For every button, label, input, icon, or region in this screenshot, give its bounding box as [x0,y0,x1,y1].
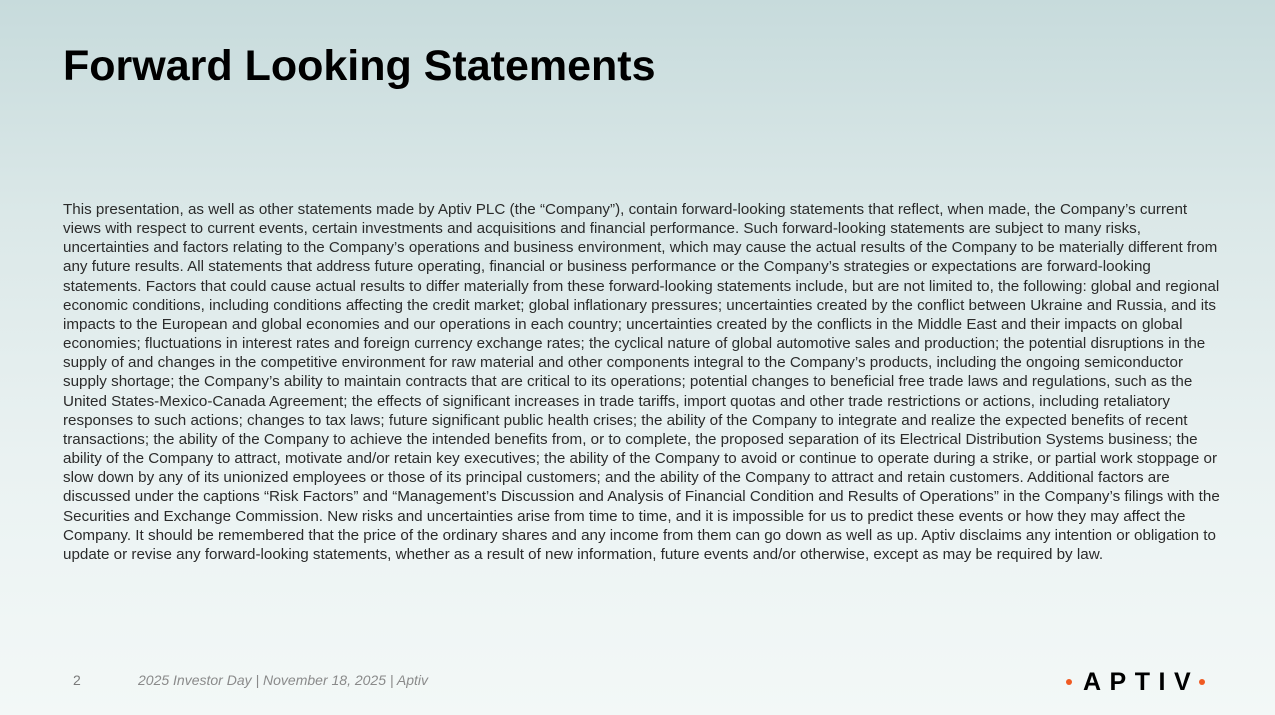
slide-title: Forward Looking Statements [63,42,656,90]
footer-event-text: 2025 Investor Day | November 18, 2025 | Aptiv [138,672,429,688]
logo-dot-right-icon [1199,679,1205,685]
aptiv-logo [1066,670,1205,694]
slide-footer [0,670,1275,694]
disclaimer-paragraph: This presentation, as well as other statements made by Aptiv PLC (the “Company”), contain forward-looking statements that reflect, when made, the Company’s current views with respect to current events, certain investments and acquisitions and financial performance. Such forward-looking statements are subject to many risks, uncertainties and factors relating to the Company’s operations and business environment, which may cause the actual results of the Company to be materially different from any future results. All statements that address future operating, financial or business performance or the Company’s strategies or expectations are forward-looking statements. Factors that could cause actual results to differ materially from these forward-looking statements include, but are not limited to, the following: global and regional economic conditions, including conditions affecting the credit market; global inflationary pressures; uncertainties created by the conflict between Ukraine and Russia, and its impacts to the European and global economies and our operations in each country; uncertainties created by the conflicts in the Middle East and their impacts on global economies; fluctuations in interest rates and foreign currency exchange rates; the cyclical nature of global automotive sales and production; the potential disruptions in the supply of and changes in the competitive environment for raw material and other components integral to the Company’s products, including the ongoing semiconductor supply shortage; the Company’s ability to maintain contracts that are critical to its operations; potential changes to beneficial free trade laws and regulations, such as the United States-Mexico-Canada Agreement; the effects of significant increases in trade tariffs, import quotas and other trade restrictions or actions, including retaliatory responses to such actions; changes to tax laws; future significant public health crises; the ability of the Company to integrate and realize the expected benefits of recent transactions; the ability of the Company to achieve the intended benefits from, or to complete, the proposed separation of its Electrical Distribution Systems business; the ability of the Company to attract, motivate and/or retain key executives; the ability of the Company to avoid or continue to operate during a strike, or partial work stoppage or slow down by any of its unionized employees or those of its principal customers; and the ability of the Company to attract and retain customers. Additional factors are discussed under the captions “Risk Factors” and “Management’s Discussion and Analysis of Financial Condition and Results of Operations” in the Company’s filings with the Securities and Exchange Commission. New risks and uncertainties arise from time to time, and it is impossible for us to predict these events or how they may affect the Company. It should be remembered that the price of the ordinary shares and any income from them can go down as well as up. Aptiv disclaims any intention or obligation to update or revise any forward-looking statements, whether as a result of new information, future events and/or otherwise, except as may be required by law. [63,201,1220,563]
logo-wordmark: APTIV [1083,668,1200,696]
page-number: 2 [73,672,81,688]
logo-dot-left-icon [1066,679,1072,685]
